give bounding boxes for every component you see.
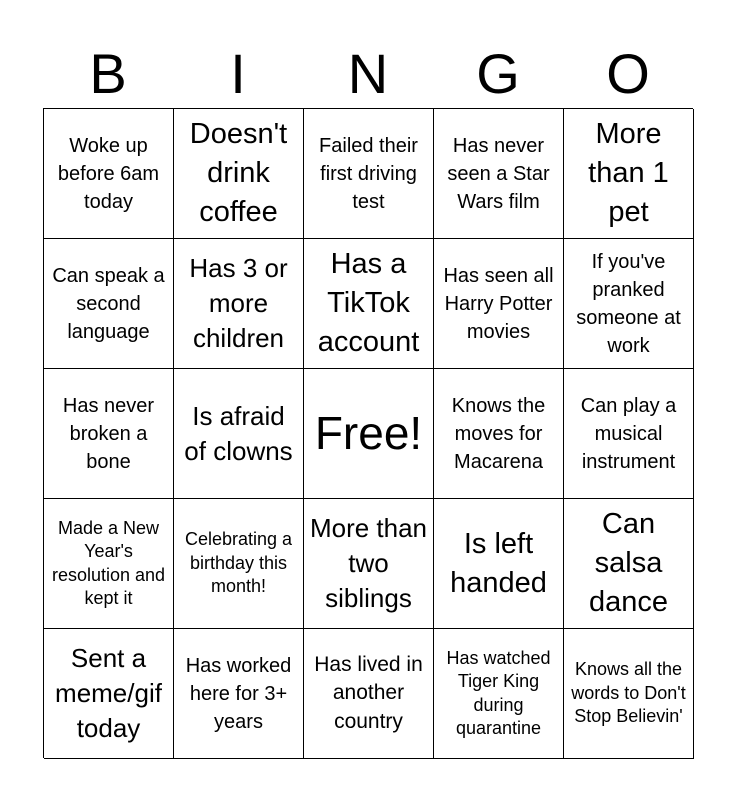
bingo-square-text: More than two siblings <box>309 513 428 613</box>
bingo-square-text: Has 3 or more children <box>189 253 288 353</box>
bingo-square-r4-c5[interactable] <box>564 499 694 629</box>
header-letter-b: B <box>89 42 127 105</box>
bingo-square-text: Knows the moves for Macarena <box>451 394 546 473</box>
bingo-square-r4-c2[interactable] <box>174 499 304 629</box>
bingo-square-r5-c4[interactable] <box>434 629 564 759</box>
bingo-square-r3-c1[interactable] <box>44 369 174 499</box>
bingo-square-r4-c1[interactable] <box>44 499 174 629</box>
bingo-square-text: Can speak a second language <box>52 264 165 343</box>
bingo-square-r2-c5[interactable] <box>564 239 694 369</box>
bingo-square-r1-c1[interactable] <box>44 109 174 239</box>
bingo-square-text: Sent a meme/gif today <box>55 643 162 743</box>
bingo-square-text: Can play a musical instrument <box>580 394 677 473</box>
header-letter-i: I <box>230 42 246 105</box>
bingo-square-r1-c5[interactable] <box>564 109 694 239</box>
bingo-square-r2-c2[interactable] <box>174 239 304 369</box>
bingo-square-r3-c5[interactable] <box>564 369 694 499</box>
bingo-square-r2-c4[interactable] <box>434 239 564 369</box>
bingo-square-text: Has never seen a Star Wars film <box>447 134 550 213</box>
bingo-square-text: Has lived in another country <box>314 652 423 733</box>
bingo-square-text: Has worked here for 3+ years <box>185 654 292 733</box>
bingo-square-r4-c4[interactable] <box>434 499 564 629</box>
bingo-square-r3-c4[interactable] <box>434 369 564 499</box>
bingo-square-text: Has never broken a bone <box>62 394 155 473</box>
bingo-board <box>43 108 693 758</box>
bingo-square-r1-c2[interactable] <box>174 109 304 239</box>
bingo-square-text: Has seen all Harry Potter movies <box>443 264 554 343</box>
bingo-square-text: More than 1 pet <box>588 118 669 228</box>
bingo-square-text: Woke up before 6am today <box>57 134 160 213</box>
bingo-square-r3-c2[interactable] <box>174 369 304 499</box>
header-letter-g: G <box>476 42 520 105</box>
bingo-square-text: Made a New Year's resolution and kept it <box>51 517 166 608</box>
bingo-square-text: Celebrating a birthday this month! <box>184 529 293 597</box>
bingo-square-text: Is afraid of clowns <box>184 400 293 466</box>
bingo-square-r2-c3[interactable] <box>304 239 434 369</box>
bingo-square-r1-c3[interactable] <box>304 109 434 239</box>
bingo-square-r2-c1[interactable] <box>44 239 174 369</box>
bingo-header <box>43 40 693 108</box>
bingo-square-text: Is left handed <box>450 527 547 599</box>
bingo-square-text: Has watched Tiger King during quarantine <box>446 647 551 738</box>
bingo-square-r5-c5[interactable] <box>564 629 694 759</box>
bingo-square-text: Has a TikTok account <box>317 248 420 358</box>
header-letter-o: O <box>606 42 650 105</box>
bingo-square-r5-c2[interactable] <box>174 629 304 759</box>
bingo-square-r4-c3[interactable] <box>304 499 434 629</box>
bingo-square-text: Free! <box>314 407 423 460</box>
bingo-square-text: Failed their first driving test <box>319 134 418 213</box>
bingo-square-r5-c3[interactable] <box>304 629 434 759</box>
bingo-square-r5-c1[interactable] <box>44 629 174 759</box>
bingo-free-square[interactable] <box>304 369 434 499</box>
bingo-square-text: Knows all the words to Don't Stop Believin' <box>571 659 686 727</box>
bingo-square-text: Doesn't drink coffee <box>189 118 288 228</box>
bingo-square-r1-c4[interactable] <box>434 109 564 239</box>
header-letter-n: N <box>347 42 389 105</box>
bingo-square-text: Can salsa dance <box>588 508 668 618</box>
bingo-square-text: If you've pranked someone at work <box>576 250 681 357</box>
